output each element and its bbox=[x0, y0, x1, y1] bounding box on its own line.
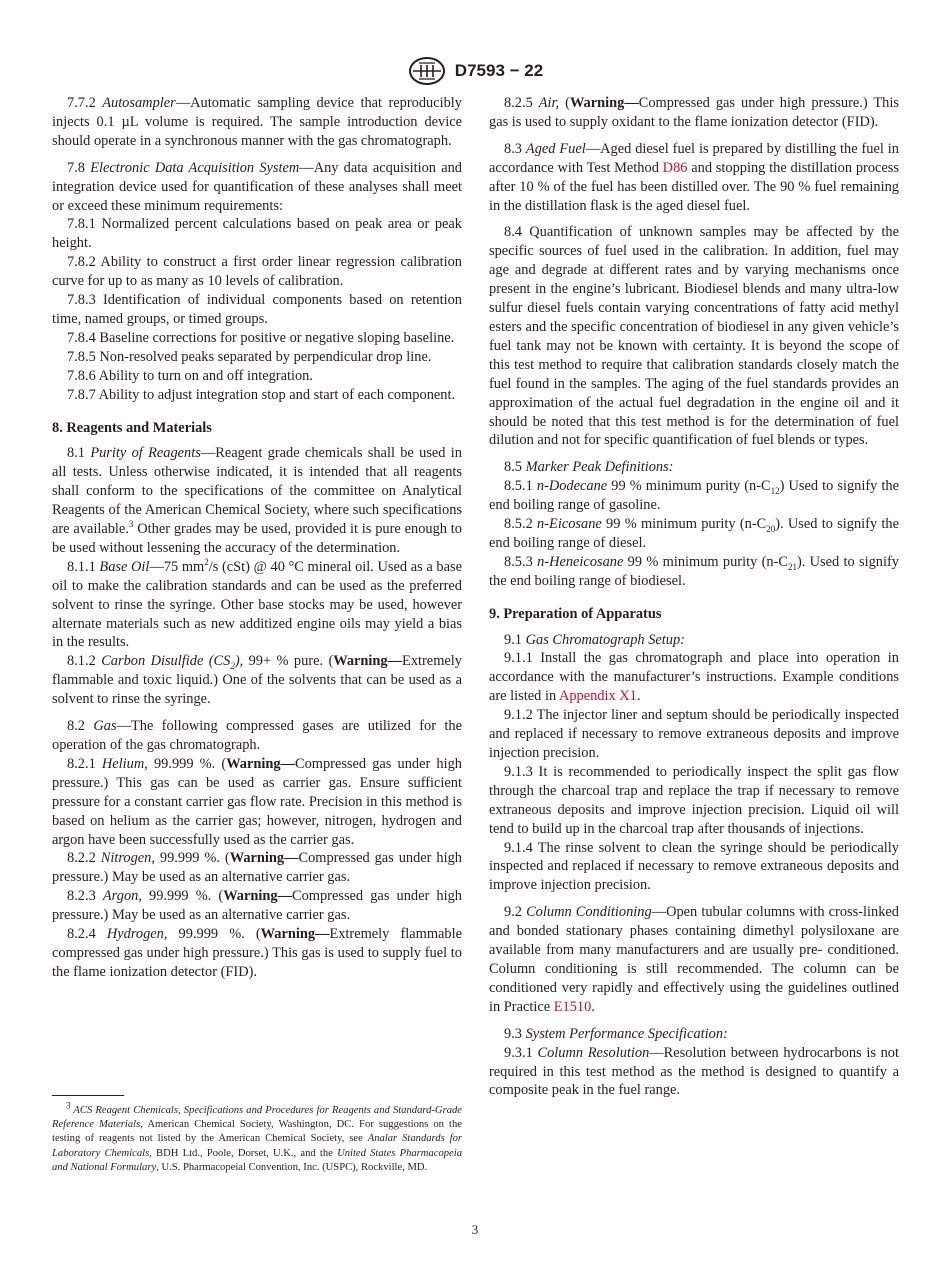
para-8-4: 8.4 Quantification of unknown samples may be affected by the specific sources of fuel used in the calibration. In addition, fuel may age and degrade at different rates and by varying mechanisms once present in the engine’s lubricant. Biodiesel blends and many ultra-low sulfur diesel fuels contain varying concentrations of fatty acid methyl esters and the specific concentration of biodiesel in any given vehicle’s fuel tank may not be known with certainty. It is beyond the scope of this test method to require that calibration standards closely match the fuel found in the samples. The aging of the fuel standards provides an approximation of the actual fuel degradation in the engine oil and it should be noted that this test method is for the determination of fuel dilution and not for specific quantification of fuel blends or types. bbox=[489, 224, 899, 449]
para-8-2-2: 8.2.2 Nitrogen, 99.999 %. (Warning—Compressed gas under high pressure.) May be used as an alternative carrier gas. bbox=[52, 850, 462, 886]
para-9-1-3: 9.1.3 It is recommended to periodically inspect the split gas flow through the charcoal trap and replace the trap if necessary to remove extraneous deposits and improve injection precision. Liquid oil will tend to build up in the charcoal trap after thousands of injections. bbox=[489, 763, 899, 837]
para-9-1-1: 9.1.1 Install the gas chromatograph and place into operation in accordance with the manufacturer’s instructions. Example conditions are listed in Appendix X1. bbox=[489, 650, 899, 705]
para-7-8-5: 7.8.5 Non-resolved peaks separated by perpendicular drop line. bbox=[67, 348, 432, 365]
para-8-2: 8.2 Gas—The following compressed gases are utilized for the operation of the gas chromatograph. bbox=[52, 718, 462, 753]
para-7-8-6: 7.8.6 Ability to turn on and off integration. bbox=[67, 367, 313, 384]
para-7-7-2: 7.7.2 Autosampler—Automatic sampling device that reproducibly injects 0.1 µL volume is required. The sample introduction device should operate in a synchronous manner with the gas chromatograph. bbox=[52, 95, 462, 149]
link-d86[interactable]: D86 bbox=[662, 159, 688, 176]
para-7-8-7: 7.8.7 Ability to adjust integration stop and start of each component. bbox=[67, 386, 456, 403]
para-9-2: 9.2 Column Conditioning—Open tubular columns with cross-linked and bonded stationary phases containing dimethyl polysiloxane are available from many manufacturers and are usually pre- conditioned. Column conditioning is still recommended. The column can be conditioned very rapidly and effectively using the guidelines outlined in Practice E1510. bbox=[489, 904, 899, 1015]
para-8-5: 8.5 Marker Peak Definitions: bbox=[504, 459, 674, 476]
link-e1510[interactable]: E1510 bbox=[553, 998, 592, 1015]
link-appendix-x1[interactable]: Appendix X1 bbox=[558, 688, 637, 705]
footnote-3: $^3$ ACS Reagent Chemicals, Specifications and Procedures for Reagents and Standard-Grade Reference Materials, American Chemical Society, Washington, DC. For suggestions on the testing of reagents not listed by the American Chemical Society, see Analar Standards for Laboratory Chemicals, BDH Ltd., Poole, Dorset, U.K., and the United States Pharmacopeia and National Formulary, U.S. Pharmacopeial Convention, Inc. (USPC), Rockville, MD. bbox=[52, 1100, 463, 1173]
para-8-5-2: 8.5.2 n-Eicosane 99 % minimum purity $(n-C_{20})$. Used to signify the end boiling range of diesel. bbox=[489, 516, 899, 551]
right-column bbox=[489, 94, 899, 1100]
standard-designation: D7593 − 22 bbox=[454, 61, 544, 80]
footnote-divider bbox=[52, 1095, 124, 1096]
para-9-1-2: 9.1.2 The injector liner and septum should be periodically inspected and replaced if necessary to remove extraneous deposits and improve injection precision. bbox=[489, 707, 899, 761]
footnote-ref-3[interactable]: 3 bbox=[128, 519, 134, 530]
para-8-2-5: 8.2.5 Air, (Warning—Compressed gas under high pressure.) This gas is used to supply oxidant to the flame ionization detector (FID). bbox=[489, 95, 899, 130]
para-8-5-3: 8.5.3 n-Heneicosane 99 % minimum purity $(n-C_{21})$. Used to signify the end boiling range of biodiesel. bbox=[489, 553, 899, 589]
para-8-5-1: 8.5.1 n-Dodecane 99 % minimum purity $(n-C_{12})$ Used to signify the end boiling range of gasoline. bbox=[489, 478, 900, 514]
para-7-8: 7.8 Electronic Data Acquisition System—Any data acquisition and integration device used for quantification of these analyses shall meet or exceed these minimum requirements: bbox=[52, 159, 462, 214]
para-7-8-4: 7.8.4 Baseline corrections for positive or negative sloping baseline. bbox=[67, 329, 455, 346]
para-8-2-4: 8.2.4 Hydrogen, 99.999 %. (Warning—Extremely flammable compressed gas under high pressure.) This gas is used to supply fuel to the flame ionization detector (FID). bbox=[52, 926, 462, 980]
astm-logo-icon bbox=[407, 56, 447, 86]
para-8-2-1: 8.2.1 Helium, 99.999 %. (Warning—Compressed gas under high pressure.) This gas can be used as carrier gas. Ensure sufficient pressure for a constant carrier gas flow rate. Precision in this method is based on helium as the carrier gas; however, nitrogen, hydrogen and argon have been successfully used as the carrier gas. bbox=[52, 755, 462, 848]
section-heading-9: 9. Preparation of Apparatus bbox=[489, 605, 662, 622]
para-8-1: 8.1 Purity of Reagents—Reagent grade chemicals shall be used in all tests. Unless otherwise indicated, it is intended that all reagents shall conform to the specifications of the committee on Analytical Reagents of the American Chemical Society, where such specifications are available.$^3$ Other grades may be used, provided it is pure enough to be used without lessening the accuracy of the determination. bbox=[52, 445, 462, 556]
para-9-1-4: 9.1.4 The rinse solvent to clean the syringe should be periodically inspected and replaced if necessary to remove extraneous deposits and improve injection precision. bbox=[489, 839, 899, 894]
para-8-3: 8.3 Aged Fuel—Aged diesel fuel is prepared by distilling the fuel in accordance with Test Method D86 and stopping the distillation process after 10 % of the fuel has been distilled over. The 90 % fuel remaining in the distillation flask is the aged diesel fuel. bbox=[489, 140, 899, 214]
para-9-1: 9.1 Gas Chromatograph Setup: bbox=[504, 631, 685, 648]
section-heading-8: 8. Reagents and Materials bbox=[52, 419, 212, 436]
para-7-8-2: 7.8.2 Ability to construct a first order linear regression calibration curve for up to as many as 10 levels of calibration. bbox=[52, 254, 462, 290]
left-column bbox=[52, 94, 462, 982]
para-8-1-1: 8.1.1 Base Oil—75 $mm^2/s$ (cSt) @ 40 °C mineral oil. Used as a base oil to make the calibration standards and can be used as the preferred solvent to rinse the syringe. Other base stocks may be used, however alternate materials such as new additized engine oils may yield a bias in the results. bbox=[52, 557, 462, 651]
page-number: 3 bbox=[471, 1222, 479, 1237]
page-header bbox=[0, 56, 950, 86]
para-7-8-3: 7.8.3 Identification of individual components based on retention time, named groups, or timed groups. bbox=[52, 292, 462, 327]
para-9-3-1: 9.3.1 Column Resolution—Resolution between hydrocarbons is not required in this test method as the method is designed to quantify a composite peak in the fuel range. bbox=[489, 1044, 899, 1099]
para-9-3: 9.3 System Performance Specification: bbox=[504, 1025, 728, 1042]
para-8-2-3: 8.2.3 Argon, 99.999 %. (Warning—Compressed gas under high pressure.) May be used as an alternative carrier gas. bbox=[52, 888, 462, 924]
para-7-8-1: 7.8.1 Normalized percent calculations based on peak area or peak height. bbox=[52, 216, 462, 252]
para-8-1-2: 8.1.2 Carbon Disulfide $(CS_2)$, 99+ % pure. (Warning—Extremely flammable and toxic liquid.) One of the solvents that can be used as a solvent to rinse the syringe. bbox=[52, 653, 462, 708]
